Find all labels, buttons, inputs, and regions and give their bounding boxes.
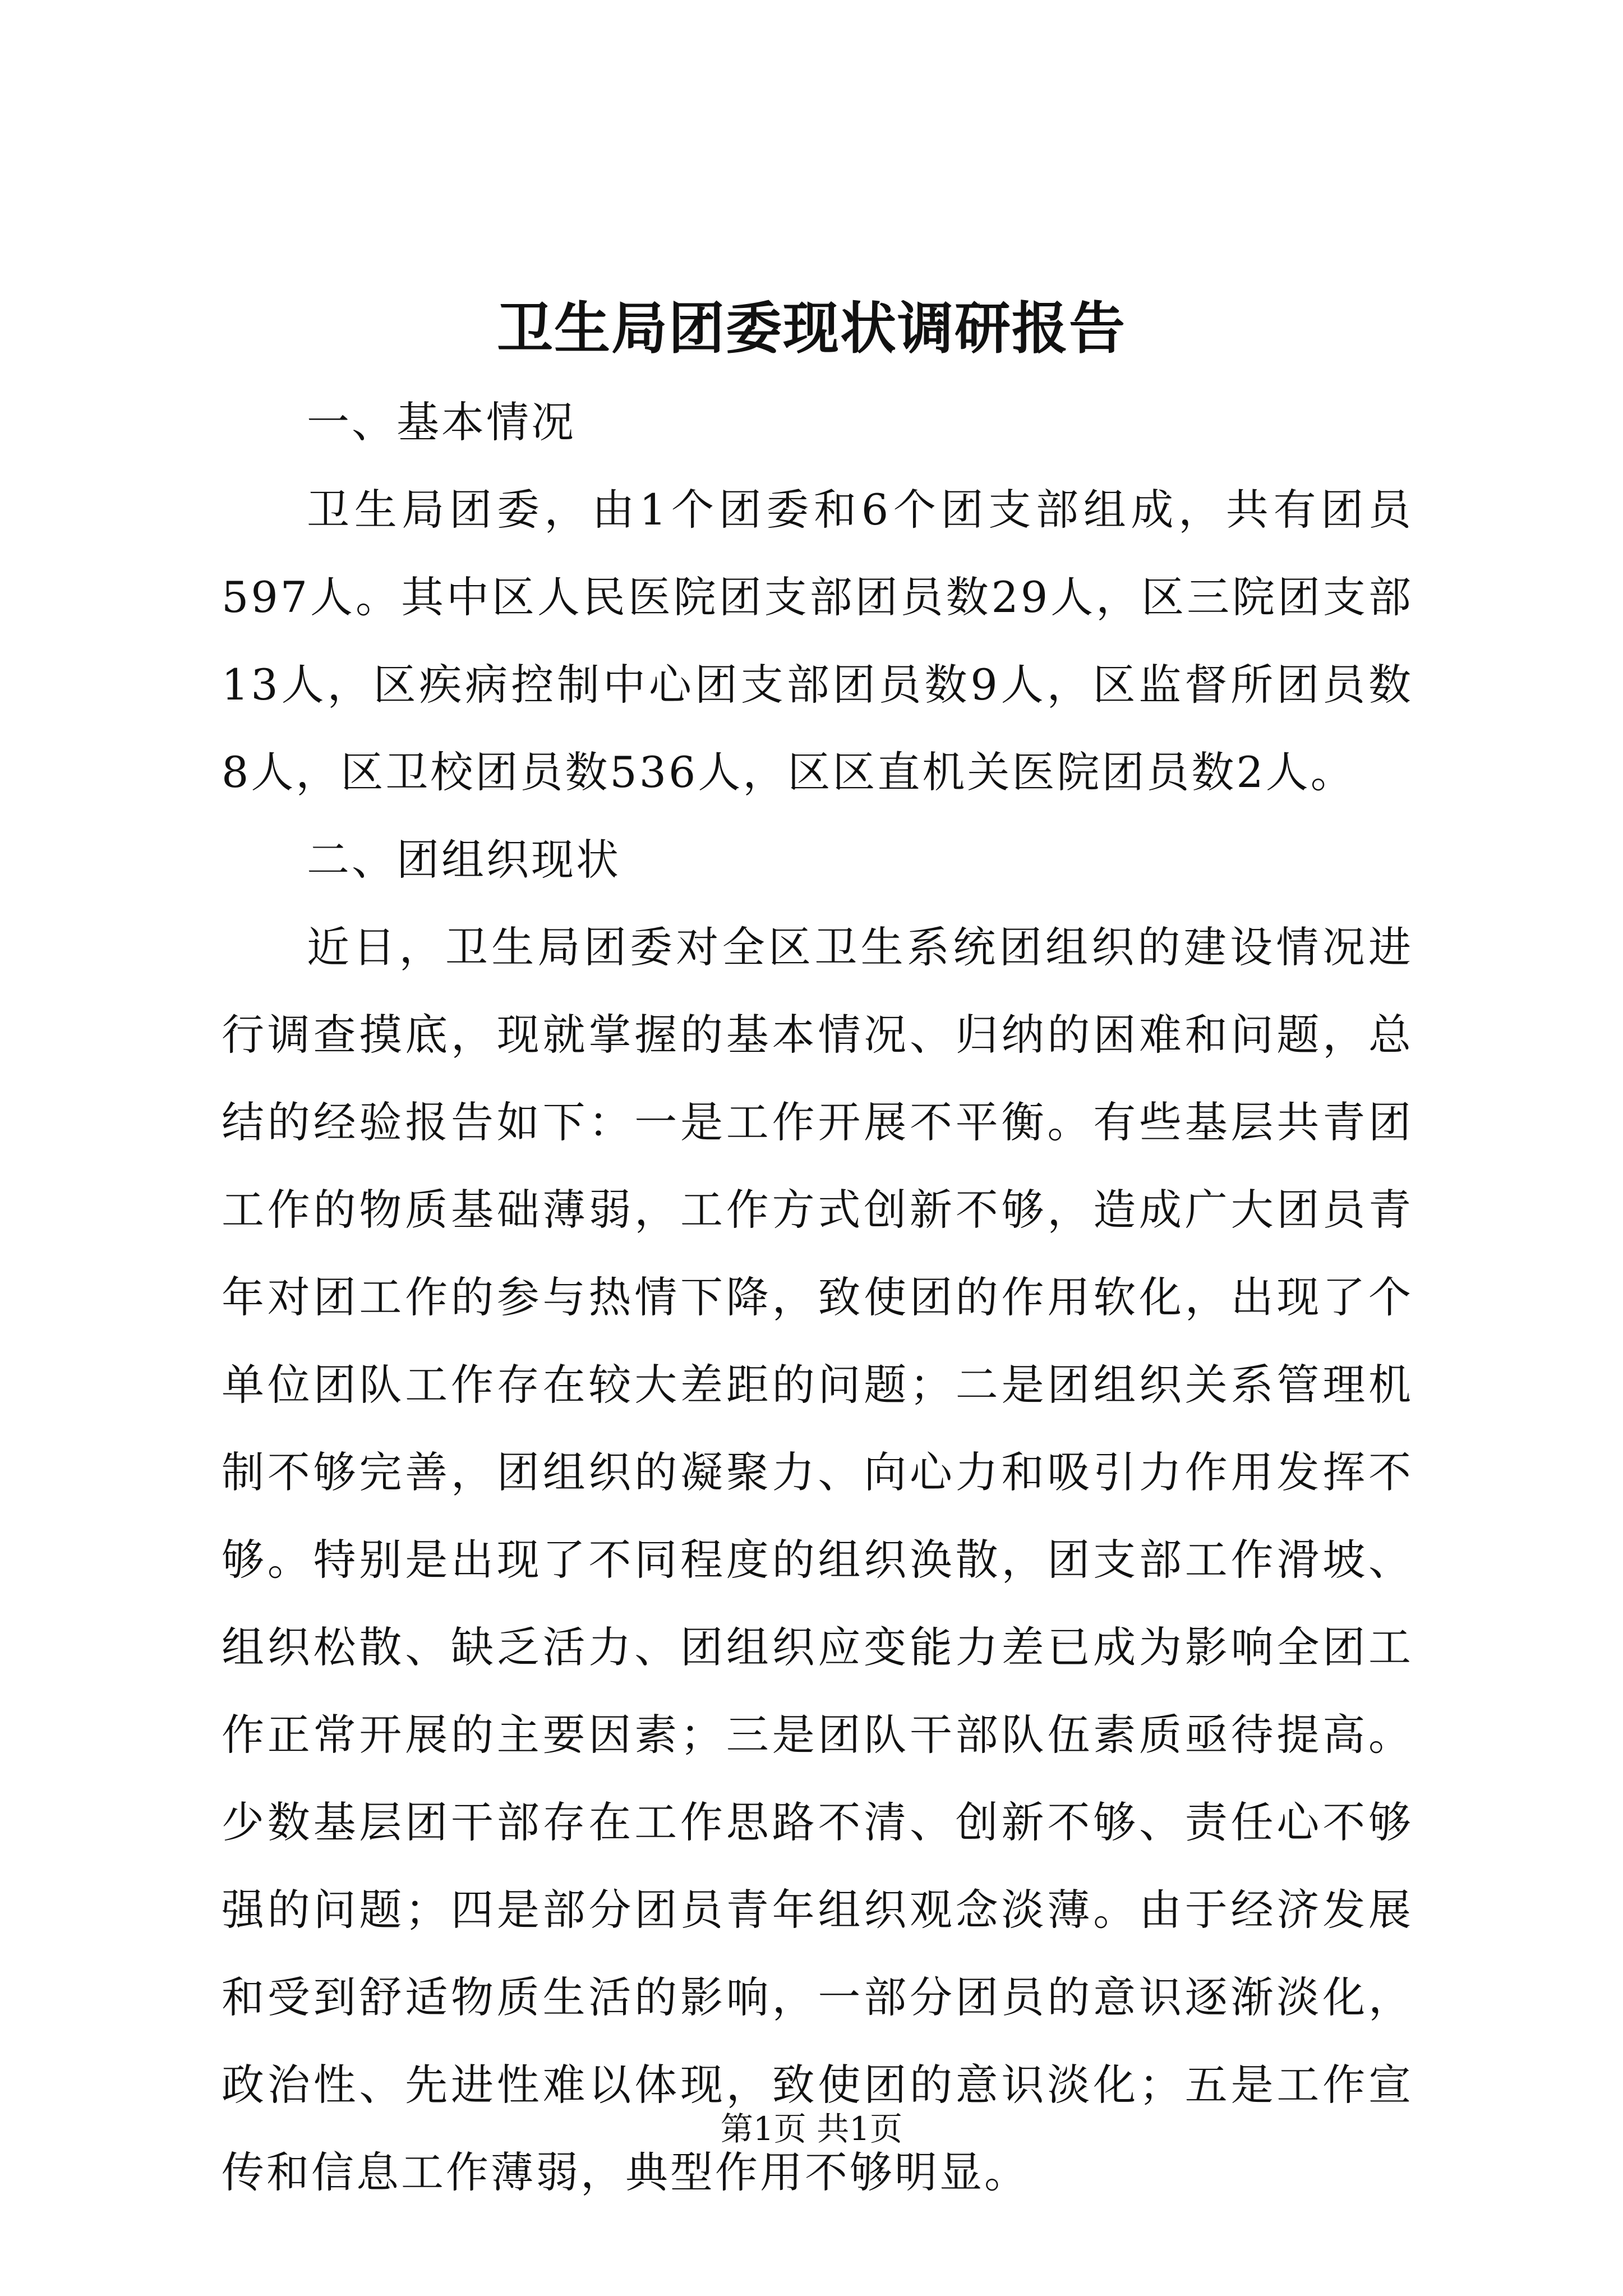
document-body [222, 379, 1413, 2216]
document-title: 卫生局团委现状调研报告 [497, 295, 1126, 361]
paragraph-status: 近日，卫生局团委对全区卫生系统团组织的建设情况进行调查摸底，现就掌握的基本情况、归纳的困难和问题，总结的经验报告如下：一是工作开展不平衡。有些基层共青团工作的物质基础薄弱，工作方式创新不够，造成广大团员青年对团工作的参与热情下降，致使团的作用软化，出现了个单位团队工作存在较大差距的问题；二是团组织关系管理机制不够完善，团组织的凝聚力、向心力和吸引力作用发挥不够。特别是出现了不同程度的组织涣散，团支部工作滑坡、组织松散、缺乏活力、团组织应变能力差已成为影响全团工作正常开展的主要因素；三是团队干部队伍素质亟待提高。少数基层团干部存在工作思路不清、创新不够、责任心不够强的问题；四是部分团员青年组织观念淡薄。由于经济发展和受到舒适物质生活的影响，一部分团员的意识逐渐淡化，政治性、先进性难以体现，致使团的意识淡化；五是工作宣传和信息工作薄弱，典型作用不够明显。 [222, 922, 1413, 2197]
page-footer: 第1页 共1页 [720, 2110, 903, 2148]
paragraph-basic-info: 卫生局团委，由1个团委和6个团支部组成，共有团员597人。其中区人民医院团支部团员数29人，区三院团支部13人，区疾病控制中心团支部团员数9人，区监督所团员数8人，区卫校团员数536人，区区直机关医院团员数2人。 [222, 485, 1413, 797]
section-heading-basic: 一、基本情况 [307, 397, 576, 447]
section-heading-status: 二、团组织现状 [307, 835, 621, 885]
